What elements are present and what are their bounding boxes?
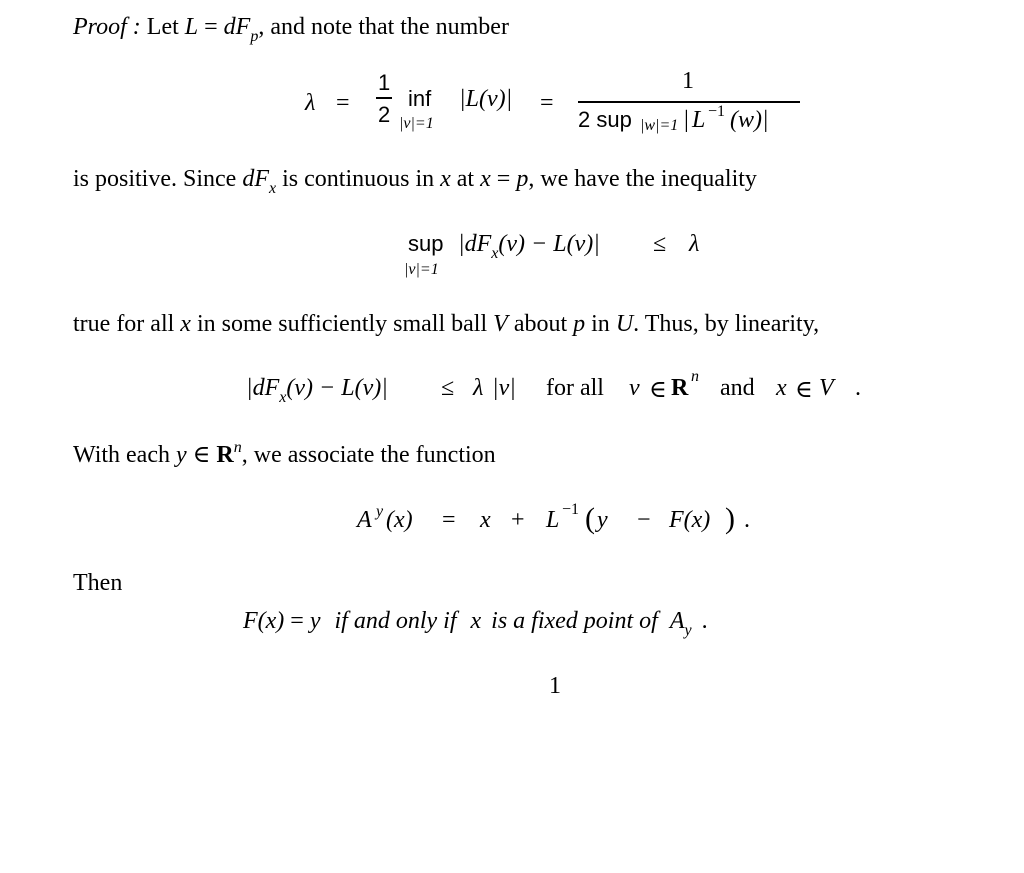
- math-L: L: [184, 14, 199, 40]
- math-V: V: [493, 311, 508, 337]
- eq2-sup-limit: |v|=1: [404, 261, 439, 278]
- eq4-x: x: [480, 507, 491, 533]
- math-x: x: [440, 166, 451, 192]
- continuity-line: [73, 166, 757, 197]
- eq4-equals: =: [442, 507, 456, 533]
- ball-line: [73, 311, 819, 338]
- eq1-lambda: λ: [305, 90, 316, 116]
- math-x: x: [180, 311, 191, 337]
- eq4-L: L: [546, 507, 560, 533]
- eq1-rhs-inverse: −1: [708, 103, 726, 120]
- eq4-arg-x: (x): [386, 507, 413, 533]
- subscript-y: y: [684, 622, 692, 639]
- eq4-inverse: −1: [562, 501, 580, 518]
- eq4-y: y: [597, 507, 608, 533]
- text-segment: true for all: [73, 311, 181, 337]
- math-y: y: [309, 608, 321, 634]
- eq1-rhs-numerator: 1: [682, 68, 694, 94]
- math-F: F: [476, 231, 492, 257]
- abs-bar: |: [246, 375, 253, 401]
- fixed-point-text: is a fixed point of: [491, 608, 658, 634]
- math-R: R: [216, 442, 234, 468]
- eq2-lambda: λ: [689, 231, 700, 257]
- eq3-and: and: [720, 375, 755, 401]
- eq1-equals-2: =: [540, 90, 554, 116]
- associate-line: [73, 440, 496, 469]
- eq1-equals: =: [336, 90, 350, 116]
- eq4-A: A: [357, 507, 372, 533]
- eq3-V: V: [819, 375, 834, 401]
- math-F: F: [235, 14, 251, 40]
- math-U: U: [615, 311, 634, 337]
- eq3-v: v: [629, 375, 640, 401]
- math-x: x: [470, 608, 482, 634]
- math-F: F: [254, 166, 269, 192]
- eq1-inf: inf: [408, 86, 432, 111]
- element-of: ∈: [186, 442, 217, 468]
- eq4-period: .: [744, 507, 750, 533]
- text-segment: =: [490, 166, 517, 192]
- eq1-half-numerator: 1: [378, 70, 391, 95]
- equals-sign: =: [198, 14, 224, 40]
- let-text: Let: [140, 14, 185, 40]
- eq3-period: .: [855, 375, 861, 401]
- eq1-rhs-bar: [578, 101, 800, 103]
- intro-rest-text: , and note that the number: [258, 14, 509, 40]
- eq2-sup: sup: [408, 231, 444, 256]
- eq4-plus: +: [511, 507, 525, 533]
- math-y: y: [175, 442, 187, 468]
- eq4-close-paren: ): [725, 502, 735, 535]
- then-text: Then: [73, 570, 123, 596]
- expression-rest: (v) − L(v)|: [286, 375, 388, 401]
- math-d: d: [242, 166, 255, 192]
- eq4-superscript-y: y: [376, 503, 384, 520]
- eq3-x: x: [776, 375, 787, 401]
- eq1-rhs-sup-limit: |w|=1: [640, 117, 679, 134]
- subscript-x: x: [279, 389, 287, 406]
- text-segment: With each: [73, 442, 176, 468]
- abs-bar: |: [458, 231, 465, 257]
- expression-rest: (v) − L(v)|: [498, 231, 600, 257]
- text-segment: is continuous in: [276, 166, 441, 192]
- eq1-abs-Lv: |L(v)|: [459, 86, 513, 112]
- text-segment: , we associate the function: [241, 442, 496, 468]
- math-p: p: [516, 166, 529, 192]
- eq1-rhs-2sup: 2 sup: [578, 107, 632, 132]
- eq3-expression: [246, 375, 388, 406]
- eq1-half-bar: [376, 97, 392, 99]
- eq3-leq: ≤: [441, 375, 455, 401]
- text-segment: in some sufficiently small ball: [190, 311, 494, 337]
- eq3-abs-v: |v|: [492, 375, 516, 401]
- math-A: A: [669, 608, 685, 634]
- math-F: F: [264, 375, 280, 401]
- math-d: d: [464, 231, 477, 257]
- math-p: p: [573, 311, 586, 337]
- math-d: d: [252, 375, 265, 401]
- superscript-n: n: [233, 439, 242, 456]
- text-segment: is positive. Since: [73, 166, 243, 192]
- eq1-rhs-abs-open: |: [684, 107, 689, 133]
- eq4-open-paren: (: [585, 502, 595, 535]
- eq3-superscript-n: n: [691, 368, 699, 385]
- eq2-leq: ≤: [653, 231, 667, 257]
- math-x: x: [480, 166, 491, 192]
- text-segment: in: [585, 311, 616, 337]
- proof-label: Proof :: [73, 14, 141, 40]
- eq3-for-all: for all: [546, 375, 604, 401]
- eq1-rhs-w: (w)|: [730, 107, 769, 133]
- eq3-lambda: λ: [473, 375, 484, 401]
- proof-intro-line: [73, 14, 509, 45]
- math-Fx: F(x): [243, 608, 285, 634]
- equation-fixed-point: [243, 608, 708, 639]
- page-number: 1: [549, 673, 561, 699]
- eq3-R: R: [671, 375, 689, 401]
- eq3-in-1: ∈: [649, 377, 667, 403]
- eq4-minus: −: [637, 507, 651, 533]
- subscript-x: x: [491, 245, 499, 262]
- iff-text: if and only if: [334, 608, 457, 634]
- eq1-half-denominator: 2: [378, 102, 391, 127]
- eq1-rhs-L: L: [692, 107, 706, 133]
- eq2-expression: [458, 231, 600, 262]
- period: .: [701, 608, 708, 634]
- eq4-Fx: F(x): [669, 507, 711, 533]
- eq3-in-2: ∈: [795, 377, 813, 403]
- math-d: d: [223, 14, 236, 40]
- eq1-inf-limit: |v|=1: [399, 115, 434, 132]
- text-segment: . Thus, by linearity,: [633, 311, 820, 337]
- text-segment: at: [450, 166, 481, 192]
- subscript-x: x: [269, 180, 277, 197]
- text-segment: about: [507, 311, 574, 337]
- text-segment: , we have the inequality: [528, 166, 757, 192]
- subscript-p: p: [250, 28, 259, 45]
- equals-sign: =: [284, 608, 310, 634]
